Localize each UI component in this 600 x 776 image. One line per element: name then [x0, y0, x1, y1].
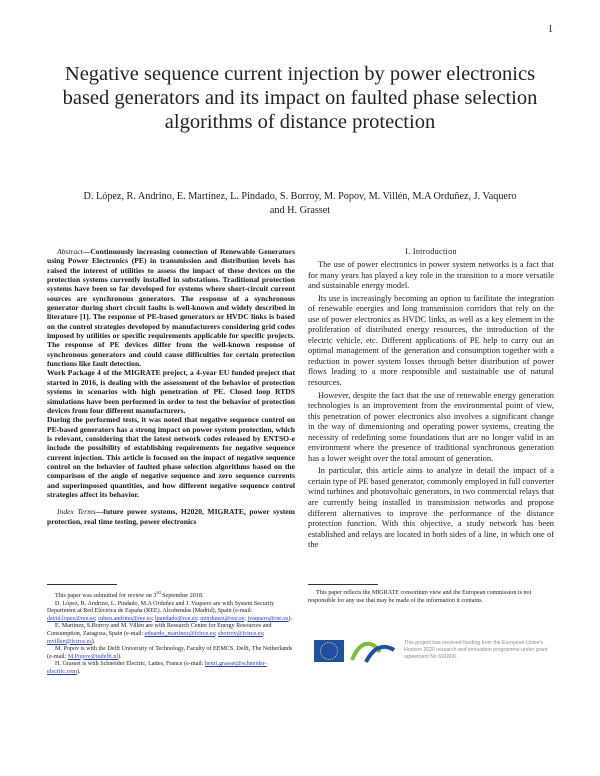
abstract-paragraph: During the performed tests, it was noted that negative sequence control on PE-based generators has a strong impact on power system protection, which is relevant, considering that the latest network codes released by ENTSO-e include the possibility of establishing requirements for negative sequence current injection. This article is focused on the impact of negative sequence control on the behavior of faulted phase selection algorithms based on the comparison of the angle of negative sequence and zero sequence currents and superimposed quantities, and how different negative sequence control strategies affect its behavior.	[47, 415, 295, 499]
abstract-text: —Continuously increasing connection of Renewable Generators using Power Electronics (PE) in transmission and distribution levels has raised the interest of utilities to assess the impact of these devices on the protection systems currently installed in substations. Traditional protection systems have been so far developed for systems where short-circuit current sources are synchronous generators. The response of a synchronous generator during short circuit faults is well-known and widely described in literature [1]. The response of PE-based generators or HVDC links is based on the control strategies developed by manufacturers considering grid codes imposed by utilities or specific requirements applicable for specific projects. The response of PE devices differ from the well-known response of synchronous generators and could cause difficulties for certain protection functions like fault detection.	[47, 247, 295, 369]
intro-paragraph: Its use is increasingly becoming an option to facilitate the integration of renewable energies and long transmission corridors that rely on the use of power electronics as HVDC links, as well as a key element in the proliferation of distributed energy resources, the introduction of the electric vehicle, etc. Different applications of PE help to carry out an optimal management of the generation and consumption together with a reduction in power system losses through better distribution of power flows leading to a more responsible and sustainable use of natural resources.	[308, 293, 554, 388]
author-list: D. López, R. Andrino, E. Martínez, L. Pindado, S. Borroy, M. Popov, M. Villén, M.A Orduñez, J. Vaquero and H. Grasset	[83, 191, 517, 216]
email-link[interactable]: david.lopez@ree.es	[47, 615, 95, 622]
footnote-rule-left	[47, 584, 117, 585]
footnote-rule-right	[308, 584, 378, 585]
footnotes-right	[308, 590, 554, 605]
abstract-label: Abstract	[57, 247, 83, 256]
email-link[interactable]: sborroy@fcirce.es	[218, 631, 263, 637]
migrate-logo-icon	[350, 636, 396, 666]
index-terms	[47, 507, 295, 526]
funding-text: This project has received funding from the European Union's Horizon 2020 research and innovation programme under grant agreement No 691800.	[404, 640, 548, 660]
email-link[interactable]: eduardo_martinez@fcirce.es	[144, 631, 215, 637]
intro-paragraph: The use of power electronics in power system networks is a fact that for many years has played a key role in the transition to a more versatile and sustainable energy model.	[308, 260, 554, 291]
section-heading-introduction: I. Introduction	[405, 247, 457, 256]
page-number: 1	[548, 24, 553, 35]
email-link[interactable]: mvillen@fcirce.es	[47, 638, 92, 645]
email-link[interactable]: mordunez@ree.es	[200, 615, 245, 622]
abstract-paragraph	[47, 247, 295, 368]
footnote-submitted: This paper was submitted for review on 3rd September 2018.	[55, 590, 204, 600]
funding-banner	[314, 634, 550, 672]
right-column	[308, 247, 554, 553]
abstract-paragraph: Work Package 4 of the MIGRATE project, a 4-year EU funded project that started in 2016, is dealing with the assessment of the behavior of protection systems in scenarios with high penetration of PE. Closed loop RTDS simulations have been performed in order to test the behavior of protection devices from four different manufacturers.	[47, 368, 295, 415]
intro-paragraph: In particular, this article aims to analyze in detail the impact of a certain type of PE based generator, commonly employed in full converter wind turbines and photovoltaic generators, in two commercial relays that are currently being installed in transmission networks and propose different alternatives to improve the performance of the distance protection function. With this objective, a study network has been established and relays are located in both sides of a line, in which one of the	[308, 466, 554, 550]
footnote-disclaimer: This paper reflects the MIGRATE consortium view and the European commission is not responsible for any use that may be made of the information it contains.	[308, 590, 532, 604]
index-terms-label: Index Terms	[57, 507, 96, 517]
email-link[interactable]: M.Popov@tudelft.nl	[67, 653, 119, 660]
index-terms-text: —future power systems, H2020, MIGRATE, power system protection, real time testing, power electronics	[47, 507, 295, 526]
footnotes-left	[47, 590, 295, 677]
intro-paragraph: However, despite the fact that the use of renewable energy generation technologies is an improvement from the environmental point of view, this penetration of power electronics also involves a significant change in the way of dimensioning and operating power systems, creating the necessity of redefining some foundations that are no longer valid in an environment where the presence of traditional synchronous generation has a lower weight over the total amount of generation.	[308, 390, 554, 463]
footnote-grasset: H. Grasset is with Schneider Electric, Lattes, France (e-mail: henri.grasset@schneider-electric.com).	[47, 661, 267, 675]
email-link[interactable]: henri.grasset@schneider-electric.com	[47, 661, 267, 675]
abstract	[47, 247, 295, 499]
email-link[interactable]: ruben.andrino@ree.es	[98, 615, 152, 622]
email-link[interactable]: jvaquero@ree.es	[247, 615, 289, 622]
email-link[interactable]: lpandado@ree.es	[155, 615, 198, 622]
left-column	[47, 247, 295, 526]
footnote-circe: E. Martínez, S.Borroy and M. Villén are with Research Centre for Energy Resources and Consumption, Zaragoza, Spain (e-mail: eduardo_martinez@fcirce.es; sborroy@fcirce.es; mvillen@fcirce.es).	[47, 623, 272, 645]
footnote-popov: M. Popov is with the Delft University of Technology, Faculty of EEMCS, Delft, The Netherlands (e-mail: M.Popov@tudelft.nl).	[47, 646, 293, 660]
eu-flag-icon	[314, 640, 344, 662]
footnote-ree: D. López, R. Andrino, L. Pindado, M.A Orduñez and J. Vaquero are with System Security Department at Red Eléctrica de España (REE). Alcobendas (Madrid), Spain (e-mail: david.lopez@ree.es; ruben.andrino@ree.es; lpandado@ree.es; mordunez@ree.es; jvaquero@ree.es).	[47, 600, 293, 622]
paper-title: Negative sequence current injection by power electronics based generators and its impact on faulted phase selection algorithms of distance protection	[62, 63, 538, 133]
